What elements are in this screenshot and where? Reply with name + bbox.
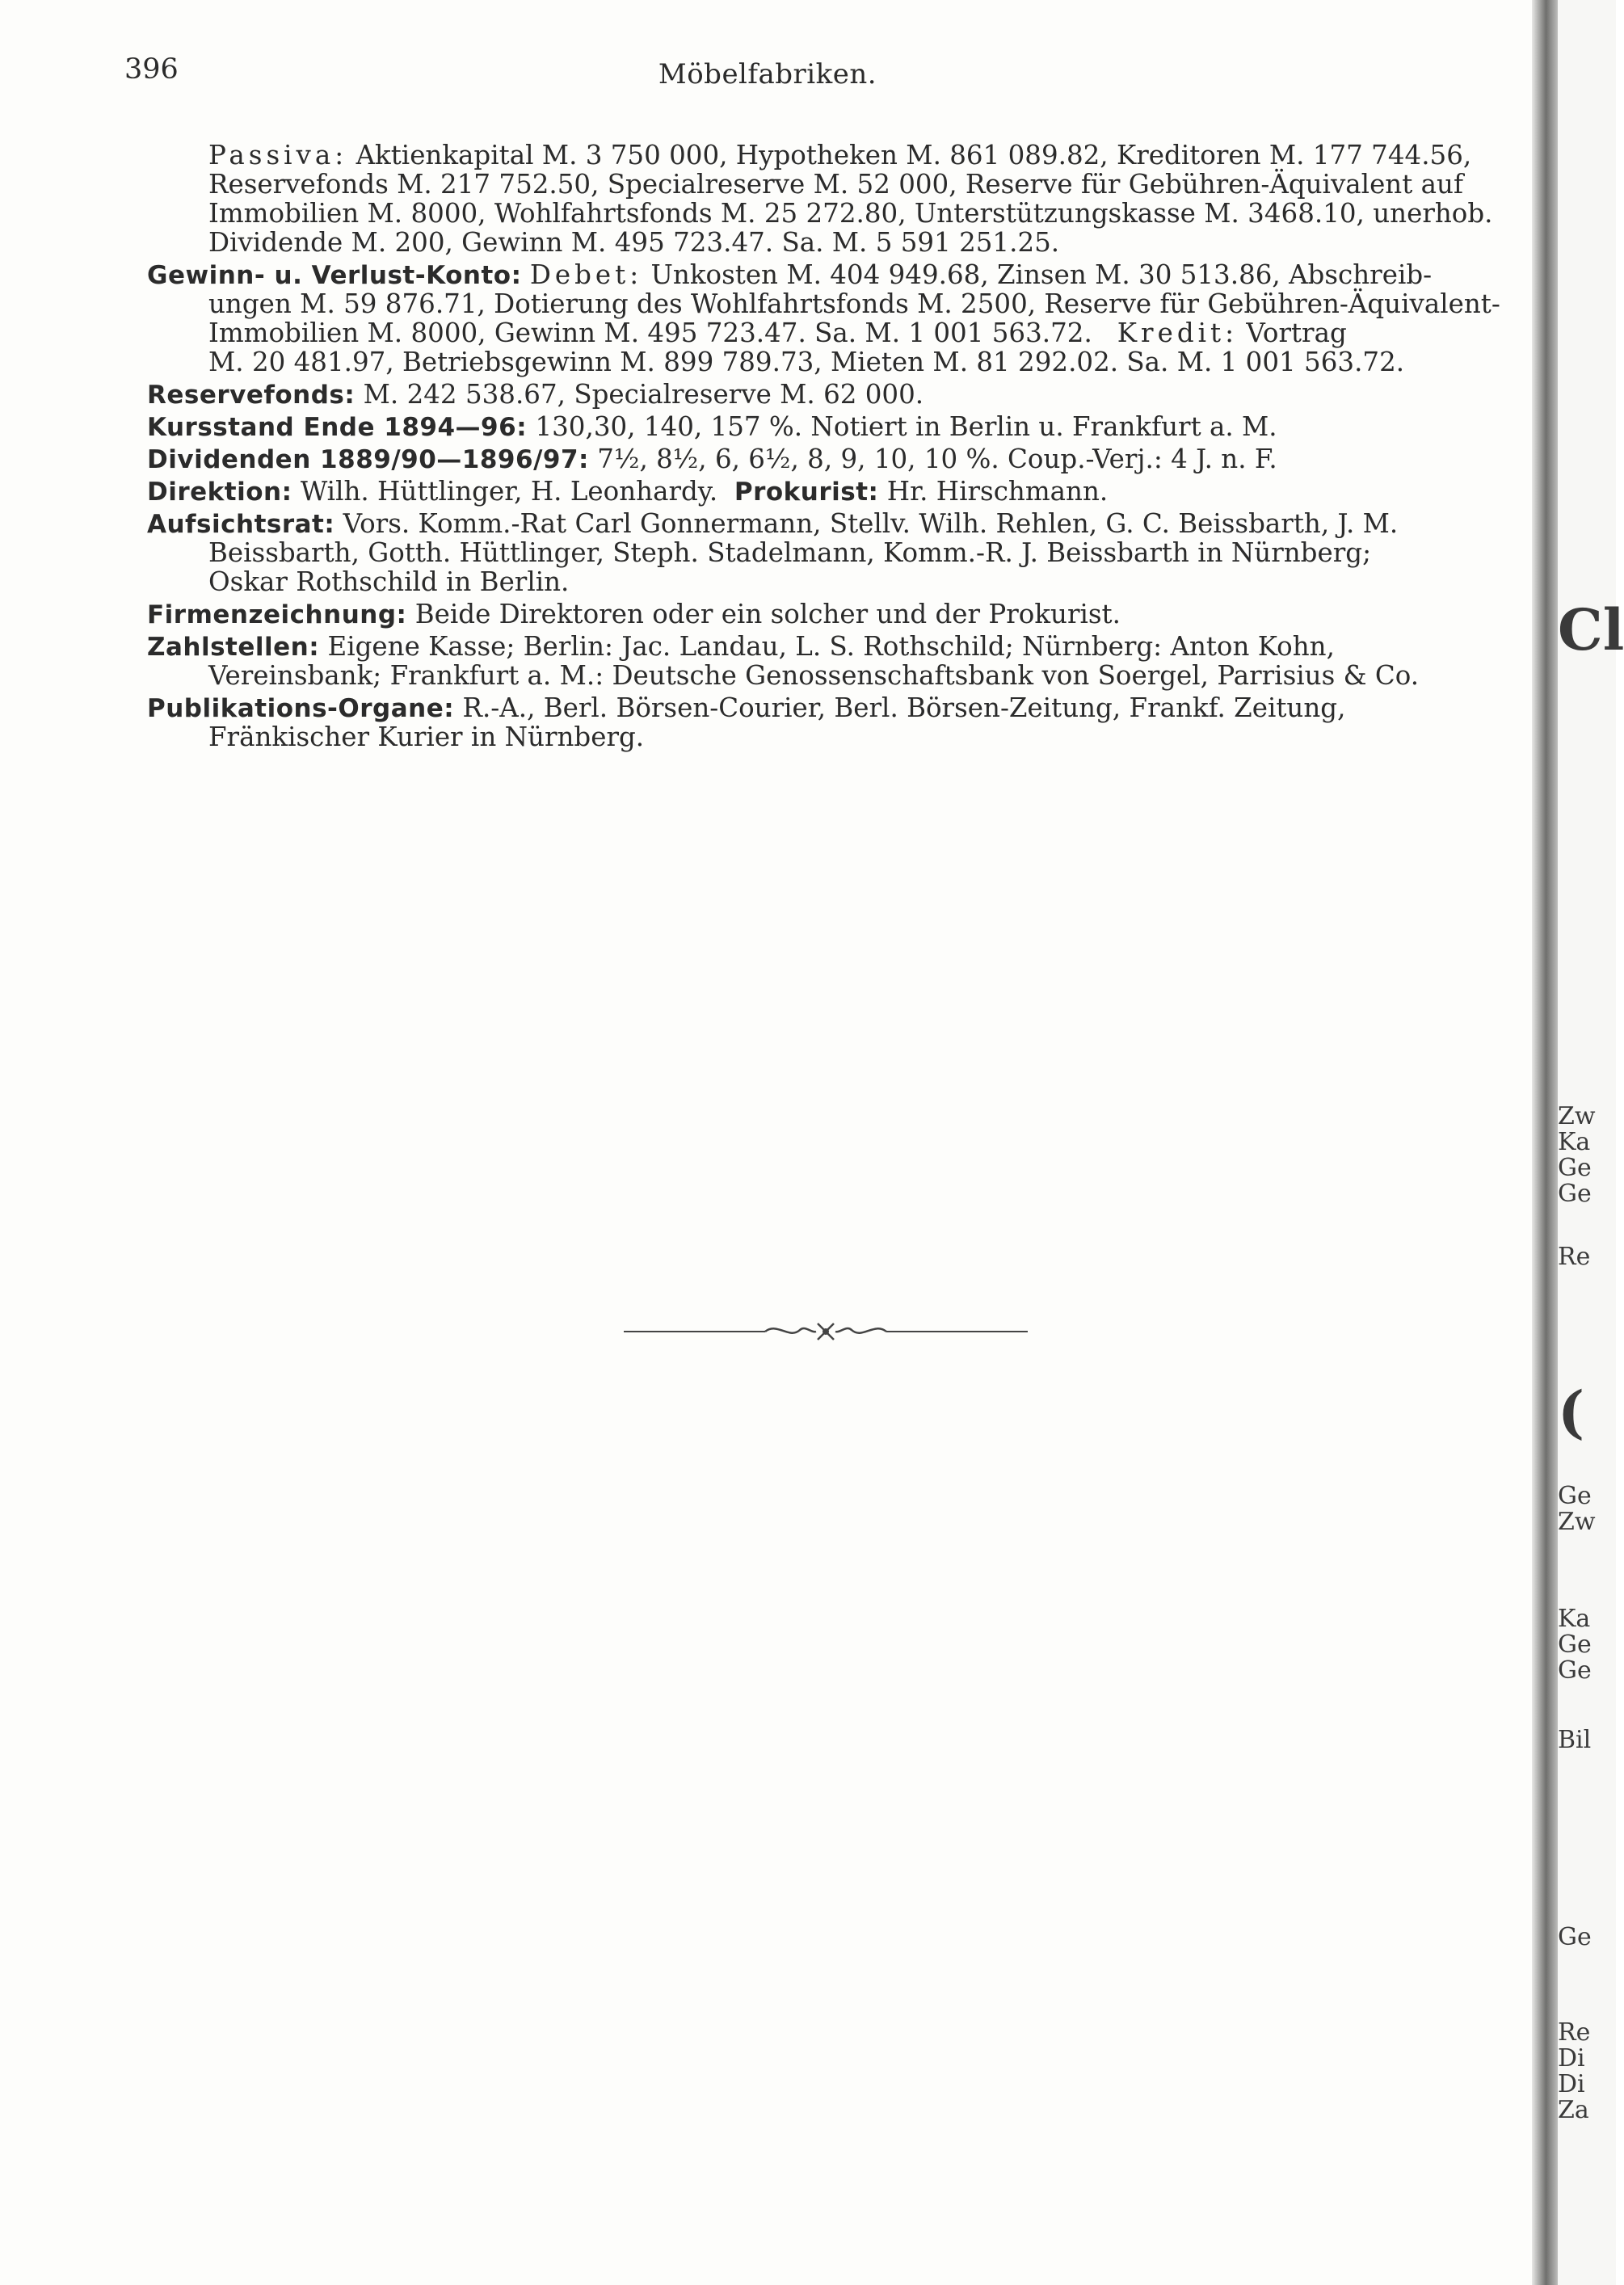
edge-fragment: Ge: [1558, 1482, 1592, 1510]
passiva-line-1: Passiva: Aktienkapital M. 3 750 000, Hypotheken M. 861 089.82, Kreditoren M. 177 744.56,: [208, 140, 1472, 170]
edge-fragment: Zw: [1558, 1102, 1596, 1130]
reservefonds-label: Reservefonds:: [147, 381, 356, 410]
edge-fragment: Cl: [1558, 596, 1624, 663]
aufsichtsrat-line-2: Beissbarth, Gotth. Hüttlinger, Steph. Stadelmann, Komm.-R. J. Beissbarth in Nürnberg;: [208, 537, 1372, 568]
edge-fragment: Bil: [1558, 1726, 1592, 1754]
edge-fragment: Di: [1558, 2044, 1585, 2072]
end-ornament: [624, 1315, 1028, 1348]
zahlstellen-line-2: Vereinsbank; Frankfurt a. M.: Deutsche Genossenschaftsbank von Soergel, Parrisius & Co.: [208, 660, 1420, 691]
edge-fragment: Ge: [1558, 1631, 1592, 1659]
firmenzeichnung-label: Firmenzeichnung:: [147, 600, 407, 629]
edge-fragment: Ka: [1558, 1128, 1591, 1156]
book-gutter: [1532, 0, 1558, 2285]
edge-fragment: Re: [1558, 2018, 1591, 2047]
dividenden-label: Dividenden 1889/90—1896/97:: [147, 445, 589, 474]
passiva-label: Passiva:: [208, 140, 348, 170]
zahlstellen-line-1: Zahlstellen: Eigene Kasse; Berlin: Jac. Landau, L. S. Rothschild; Nürnberg: Anton Kohn,: [147, 631, 1335, 662]
edge-fragment: Di: [1558, 2070, 1585, 2098]
dividenden-line: Dividenden 1889/90—1896/97: 7½, 8½, 6, 6½, 8, 9, 10, 10 %. Coup.-Verj.: 4 J. n. F.: [147, 444, 1277, 474]
edge-fragment: Zw: [1558, 1508, 1596, 1536]
edge-fragment: (: [1558, 1378, 1585, 1445]
publikation-label: Publikations-Organe:: [147, 694, 455, 723]
publikation-line-2: Fränkischer Kurier in Nürnberg.: [208, 722, 645, 752]
gewinn-line-3: Immobilien M. 8000, Gewinn M. 495 723.47. Sa. M. 1 001 563.72. Kredit: Vortrag: [208, 318, 1347, 348]
edge-fragment: Za: [1558, 2096, 1589, 2124]
debet-label: Debet:: [529, 259, 643, 290]
gewinn-label: Gewinn- u. Verlust-Konto:: [147, 261, 522, 290]
aufsichtsrat-line-3: Oskar Rothschild in Berlin.: [208, 566, 570, 597]
edge-fragment: Ge: [1558, 1180, 1592, 1208]
edge-fragment: Ge: [1558, 1656, 1592, 1685]
publikation-line-1: Publikations-Organe: R.-A., Berl. Börsen-Courier, Berl. Börsen-Zeitung, Frankf. Zeitung,: [147, 692, 1346, 723]
aufsichtsrat-label: Aufsichtsrat:: [147, 510, 335, 539]
kursstand-line: Kursstand Ende 1894—96: 130,30, 140, 157 %. Notiert in Berlin u. Frankfurt a. M.: [147, 411, 1277, 442]
kursstand-label: Kursstand Ende 1894—96:: [147, 413, 528, 442]
firmenzeichnung-line: Firmenzeichnung: Beide Direktoren oder ein solcher und der Prokurist.: [147, 599, 1121, 629]
prokurist-label: Prokurist:: [734, 478, 879, 507]
gewinn-line-1: Gewinn- u. Verlust-Konto: Debet: Unkosten M. 404 949.68, Zinsen M. 30 513.86, Abschreib-: [147, 259, 1433, 290]
passiva-line-2: Reservefonds M. 217 752.50, Specialreserve M. 52 000, Reserve für Gebühren-Äquivalent auf: [208, 169, 1463, 200]
page-number: 396: [124, 53, 179, 86]
kredit-label: Kredit:: [1117, 318, 1239, 348]
running-head: Möbelfabriken.: [658, 58, 877, 90]
edge-fragment: Ge: [1558, 1154, 1592, 1182]
edge-fragment: Ka: [1558, 1605, 1591, 1633]
next-page-edge: [1558, 0, 1624, 2285]
edge-fragment: Ge: [1558, 1923, 1592, 1951]
direktion-line: Direktion: Wilh. Hüttlinger, H. Leonhardy. Prokurist: Hr. Hirschmann.: [147, 476, 1109, 507]
zahlstellen-label: Zahlstellen:: [147, 633, 320, 662]
gewinn-line-4: M. 20 481.97, Betriebsgewinn M. 899 789.73, Mieten M. 81 292.02. Sa. M. 1 001 563.72.: [208, 347, 1405, 377]
passiva-line-3: Immobilien M. 8000, Wohlfahrtsfonds M. 25 272.80, Unterstützungskasse M. 3468.10, unerhob.: [208, 198, 1493, 229]
gewinn-line-2: ungen M. 59 876.71, Dotierung des Wohlfahrtsfonds M. 2500, Reserve für Gebühren-Äquivalent-: [208, 288, 1500, 319]
aufsichtsrat-line-1: Aufsichtsrat: Vors. Komm.-Rat Carl Gonnermann, Stellv. Wilh. Rehlen, G. C. Beissbarth, J. M.: [147, 508, 1399, 539]
direktion-label: Direktion:: [147, 478, 292, 507]
reservefonds-line: Reservefonds: M. 242 538.67, Specialreserve M. 62 000.: [147, 379, 924, 410]
edge-fragment: Re: [1558, 1243, 1591, 1271]
passiva-line-4: Dividende M. 200, Gewinn M. 495 723.47. Sa. M. 5 591 251.25.: [208, 227, 1060, 258]
